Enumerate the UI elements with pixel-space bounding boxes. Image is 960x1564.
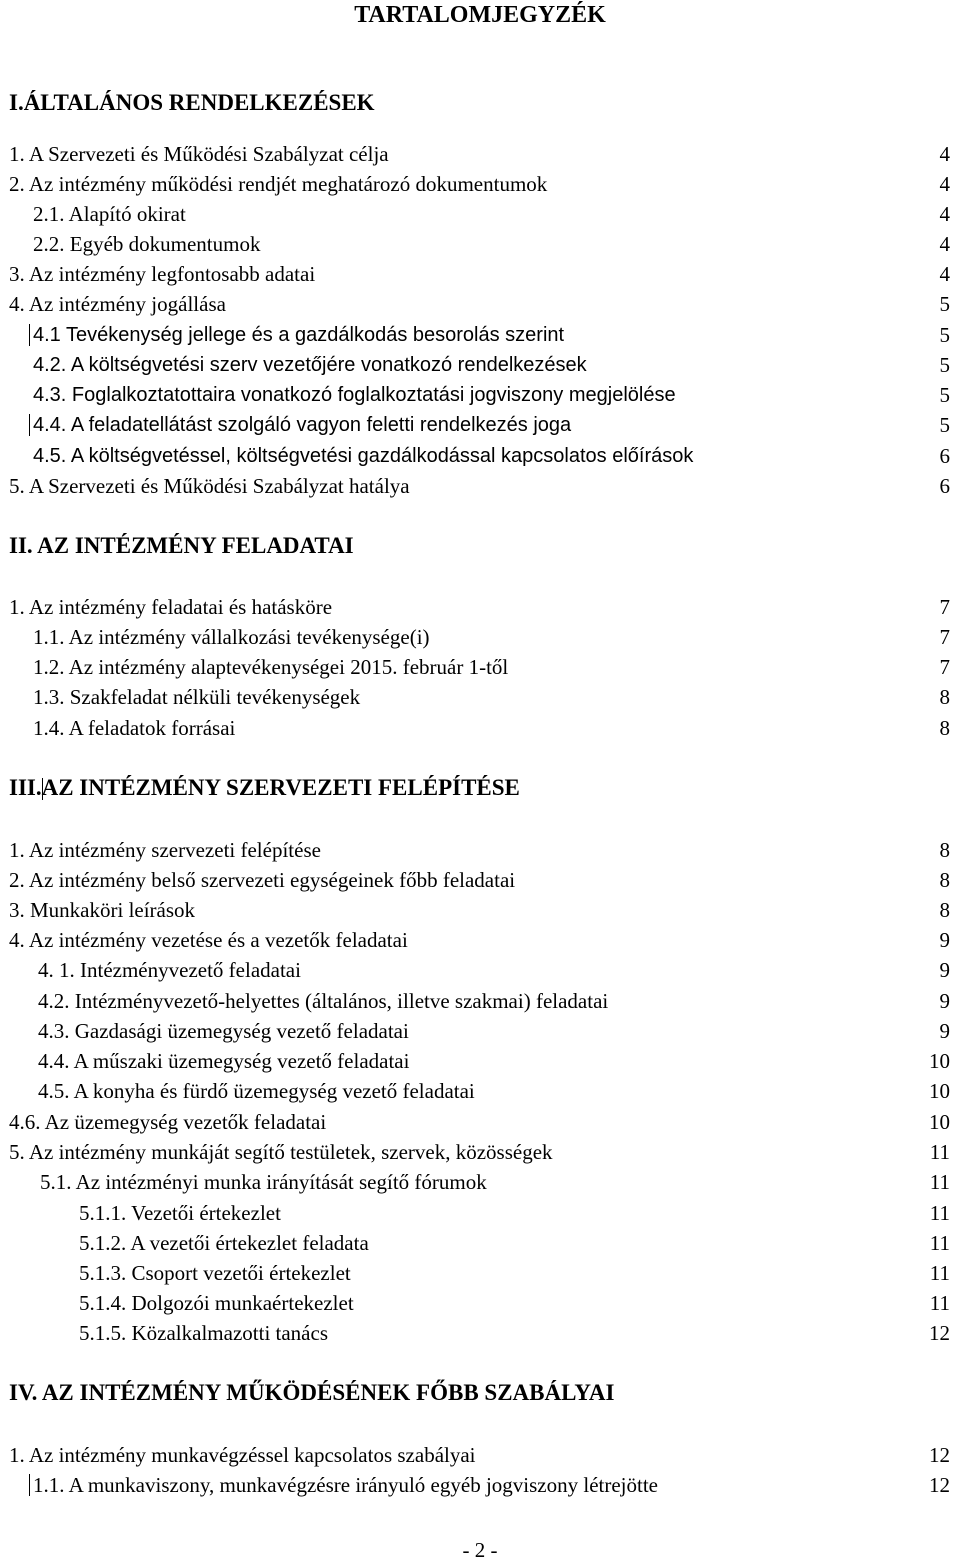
- toc-entry-label: 4.4. A műszaki üzemegység vezető feladatai: [38, 1049, 410, 1073]
- page-title: TARTALOMJEGYZÉK: [354, 2, 606, 28]
- toc-entry-page: 12: [929, 1321, 950, 1345]
- toc-entry[interactable]: [0, 713, 960, 743]
- toc-entry-page: 5: [939, 292, 950, 316]
- toc-entry[interactable]: [0, 1288, 960, 1318]
- toc-entry[interactable]: [0, 350, 960, 380]
- toc-entry-page: 10: [929, 1110, 950, 1134]
- toc-entry-label: 4. Az intézmény jogállása: [9, 292, 226, 316]
- toc-entry-label: 1. Az intézmény feladatai és hatásköre: [9, 595, 333, 619]
- toc-entry-page: 9: [939, 928, 950, 952]
- toc-entry-label: 1.3. Szakfeladat nélküli tevékenységek: [33, 685, 361, 709]
- toc-entry[interactable]: [0, 441, 960, 471]
- toc-entry[interactable]: [0, 835, 960, 865]
- toc-entry[interactable]: [0, 410, 960, 440]
- toc-entry[interactable]: [0, 259, 960, 289]
- toc-entry[interactable]: [0, 320, 960, 350]
- toc-entry-page: 11: [929, 1261, 950, 1285]
- text-cursor-mark: [29, 324, 30, 346]
- text-cursor-mark: [29, 414, 30, 436]
- toc-entry[interactable]: [0, 199, 960, 229]
- toc-entry-label: 1.1. Az intézmény vállalkozási tevékenysége(i): [33, 625, 430, 649]
- text-cursor-mark: [42, 778, 43, 800]
- toc-entry[interactable]: [0, 652, 960, 682]
- toc-entry-label: 5.1.1. Vezetői értekezlet: [79, 1201, 281, 1225]
- toc-entry[interactable]: [0, 1198, 960, 1228]
- toc-entry-page: 11: [929, 1201, 950, 1225]
- toc-entry-page: 10: [929, 1079, 950, 1103]
- toc-entry-label: 4. 1. Intézményvezető feladatai: [38, 958, 301, 982]
- toc-entry-page: 8: [939, 716, 950, 740]
- toc-entry[interactable]: [0, 592, 960, 622]
- toc-entry-page: 4: [939, 202, 950, 226]
- toc-entry[interactable]: [0, 1440, 960, 1470]
- toc-entry-label: 4.3. Foglalkoztatottaira vonatkozó foglalkoztatási jogviszony megjelölése: [33, 384, 676, 406]
- toc-entry-label: 5.1. Az intézményi munka irányítását segítő fórumok: [40, 1170, 487, 1194]
- toc-entry-label: 1. A Szervezeti és Működési Szabályzat célja: [9, 142, 389, 166]
- toc-entry[interactable]: [0, 1076, 960, 1106]
- toc-entry[interactable]: [0, 1167, 960, 1197]
- toc-entry-page: 12: [929, 1443, 950, 1467]
- toc-entry[interactable]: [0, 925, 960, 955]
- toc-entry[interactable]: [0, 229, 960, 259]
- toc-entry[interactable]: [0, 169, 960, 199]
- section-heading-3: [9, 773, 520, 803]
- text-cursor-mark: [29, 1474, 30, 1496]
- toc-entry[interactable]: [0, 139, 960, 169]
- toc-entry-page: 8: [939, 868, 950, 892]
- toc-entry-page: 8: [939, 838, 950, 862]
- toc-entry-page: 8: [939, 898, 950, 922]
- toc-entry-label: 1.1. A munkaviszony, munkavégzésre irányuló egyéb jogviszony létrejötte: [33, 1473, 658, 1497]
- toc-entry-page: 9: [939, 958, 950, 982]
- toc-entry-label: 5.1.4. Dolgozói munkaértekezlet: [79, 1291, 354, 1315]
- toc-entry-page: 4: [939, 172, 950, 196]
- toc-entry-page: 12: [929, 1473, 950, 1497]
- toc-entry-label: 1. Az intézmény munkavégzéssel kapcsolatos szabályai: [9, 1443, 476, 1467]
- section-heading-2: II. AZ INTÉZMÉNY FELADATAI: [9, 533, 354, 558]
- toc-entry-page: 6: [939, 444, 950, 468]
- toc-entry-label: 1. Az intézmény szervezeti felépítése: [9, 838, 321, 862]
- toc-entry-label: 2. Az intézmény belső szervezeti egységeinek főbb feladatai: [9, 868, 516, 892]
- toc-entry-page: 4: [939, 262, 950, 286]
- toc-entry-page: 5: [939, 323, 950, 347]
- toc-entry-page: 5: [939, 353, 950, 377]
- toc-entry-page: 7: [939, 655, 950, 679]
- toc-entry-page: 5: [939, 383, 950, 407]
- toc-entry-page: 11: [929, 1291, 950, 1315]
- toc-entry[interactable]: [0, 289, 960, 319]
- toc-entry[interactable]: [0, 1228, 960, 1258]
- toc-entry-label: 2. Az intézmény működési rendjét meghatározó dokumentumok: [9, 172, 548, 196]
- toc-entry[interactable]: [0, 622, 960, 652]
- toc-entry-page: 4: [939, 232, 950, 256]
- toc-entry[interactable]: [0, 895, 960, 925]
- toc-entry-label: 4.6. Az üzemegység vezetők feladatai: [9, 1110, 327, 1134]
- toc-entry-page: 6: [939, 474, 950, 498]
- toc-entry-label: 4.1 Tevékenység jellege és a gazdálkodás besorolás szerint: [33, 324, 565, 346]
- section-heading-4: IV. AZ INTÉZMÉNY MŰKÖDÉSÉNEK FŐBB SZABÁLYAI: [9, 1380, 615, 1405]
- toc-entry-label: 4.2. A költségvetési szerv vezetőjére vonatkozó rendelkezések: [33, 354, 587, 376]
- toc-entry-page: 11: [929, 1170, 950, 1194]
- toc-entry[interactable]: [0, 955, 960, 985]
- toc-entry-page: 8: [939, 685, 950, 709]
- page-number: - 2 -: [462, 1538, 498, 1562]
- toc-entry[interactable]: [0, 1107, 960, 1137]
- toc-entry-label: 4.2. Intézményvezető-helyettes (általános, illetve szakmai) feladatai: [38, 989, 609, 1013]
- toc-entry[interactable]: [0, 986, 960, 1016]
- toc-entry-label: 4. Az intézmény vezetése és a vezetők feladatai: [9, 928, 408, 952]
- toc-entry-label: 1.2. Az intézmény alaptevékenységei 2015. február 1-től: [33, 655, 509, 679]
- toc-entry-page: 5: [939, 413, 950, 437]
- toc-entry[interactable]: [0, 865, 960, 895]
- toc-entry-label: 4.3. Gazdasági üzemegység vezető feladatai: [38, 1019, 409, 1043]
- toc-entry-page: 11: [929, 1231, 950, 1255]
- toc-entry-label: 3. Munkaköri leírások: [9, 898, 196, 922]
- toc-entry[interactable]: [0, 471, 960, 501]
- toc-entry[interactable]: [0, 1318, 960, 1348]
- toc-entry-label: 1.4. A feladatok forrásai: [33, 716, 236, 740]
- toc-entry[interactable]: [0, 1137, 960, 1167]
- toc-entry-label: 5.1.2. A vezetői értekezlet feladata: [79, 1231, 369, 1255]
- toc-entry-label: 2.2. Egyéb dokumentumok: [33, 232, 261, 256]
- toc-entry[interactable]: [0, 380, 960, 410]
- toc-entry-page: 10: [929, 1049, 950, 1073]
- toc-entry-label: 5. Az intézmény munkáját segítő testületek, szervek, közösségek: [9, 1140, 553, 1164]
- toc-entry-label: 5. A Szervezeti és Működési Szabályzat hatálya: [9, 474, 410, 498]
- toc-entry-page: 11: [929, 1140, 950, 1164]
- toc-entry[interactable]: [0, 1016, 960, 1046]
- toc-entry[interactable]: [0, 1470, 960, 1500]
- toc-entry-label: 4.5. A költségvetéssel, költségvetési gazdálkodással kapcsolatos előírások: [33, 445, 694, 467]
- toc-entry-page: 7: [939, 595, 950, 619]
- toc-entry[interactable]: [0, 682, 960, 712]
- section-heading-1: I.ÁLTALÁNOS RENDELKEZÉSEK: [9, 90, 375, 115]
- toc-entry-label: 4.5. A konyha és fürdő üzemegység vezető feladatai: [38, 1079, 475, 1103]
- toc-entry-page: 4: [939, 142, 950, 166]
- toc-entry-page: 9: [939, 989, 950, 1013]
- toc-entry[interactable]: [0, 1046, 960, 1076]
- toc-entry[interactable]: [0, 1258, 960, 1288]
- toc-entry-page: 7: [939, 625, 950, 649]
- section-heading-3-text: III.AZ INTÉZMÉNY SZERVEZETI FELÉPÍTÉSE: [9, 775, 520, 800]
- toc-entry-page: 9: [939, 1019, 950, 1043]
- toc-entry-label: 5.1.5. Közalkalmazotti tanács: [79, 1321, 328, 1345]
- toc-entry-label: 4.4. A feladatellátást szolgáló vagyon feletti rendelkezés joga: [33, 414, 572, 436]
- toc-entry-label: 2.1. Alapító okirat: [33, 202, 186, 226]
- toc-entry-label: 3. Az intézmény legfontosabb adatai: [9, 262, 316, 286]
- toc-entry-label: 5.1.3. Csoport vezetői értekezlet: [79, 1261, 351, 1285]
